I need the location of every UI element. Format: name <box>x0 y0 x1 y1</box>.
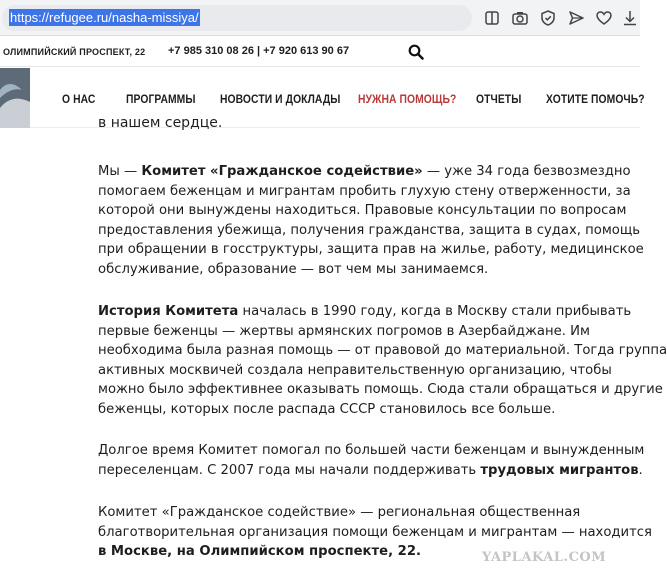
browser-toolbar <box>0 0 640 36</box>
nav-item-reports[interactable]: ОТЧЕТЫ <box>476 92 522 106</box>
site-logo[interactable] <box>0 68 30 128</box>
url-text[interactable]: https://refugee.ru/nasha-missiya/ <box>10 10 199 25</box>
nav-item-need-help[interactable]: НУЖНА ПОМОЩЬ? <box>358 92 457 106</box>
shield-check-icon[interactable] <box>538 8 558 28</box>
search-icon[interactable] <box>408 44 424 60</box>
committee-name: Комитет «Гражданское содействие» <box>141 164 423 179</box>
camera-icon[interactable] <box>510 8 530 28</box>
phone-numbers[interactable]: +7 985 310 08 26 | +7 920 613 90 67 <box>168 45 350 57</box>
main-navigation <box>0 68 645 131</box>
migrants-paragraph: Долгое время Комитет помогал по большей части беженцам и вынужденным переселенцам. С 2007 года мы начали поддерживать трудовых мигрантов. <box>98 443 645 478</box>
nav-item-news[interactable]: НОВОСТИ И ДОКЛАДЫ <box>220 92 341 106</box>
address-text: ОЛИМПИЙСКИЙ ПРОСПЕКТ, 22 <box>3 47 146 57</box>
mission-paragraph: Мы — Комитет «Гражданское содействие» — уже 34 года безвозмездно помогаем беженцам и мигрантам пробить глухую стену отверженности, за которой они вынуждены находиться. Правовые консультации по вопросам предоставления убежища, получения гражданства, защита в судах, помощь при обращении в госструктуры, защита прав на жилье, работу, медицинское обслуживание, образование — вот чем мы занимаемся. <box>98 164 644 277</box>
download-icon[interactable] <box>620 8 640 28</box>
contact-strip <box>0 37 640 67</box>
watermark: YAPLAKAL.COM <box>482 550 607 565</box>
history-paragraph: История Комитета началась в 1990 году, когда в Москву стали прибывать первые беженцы — жертвы армянских погромов в Азербайджане. Им необходима была разная помощь — от правовой до материальной. Тогда группа активных москвичей создала неправительственную организацию, чтобы можно было эффективнее оказывать помощь. Сюда стали обращаться и другие беженцы, которых после распада СССР становилось все больше. <box>98 304 667 417</box>
nav-item-want-to-help[interactable]: ХОТИТЕ ПОМОЧЬ? <box>546 92 645 106</box>
nav-item-about[interactable]: О НАС <box>62 92 96 106</box>
history-heading: История Комитета <box>98 304 239 319</box>
address-bar[interactable] <box>2 5 472 31</box>
clipped-text-line: в нашем сердце. <box>98 115 223 131</box>
location-text: в Москве, на Олимпийском проспекте, 22. <box>98 544 422 559</box>
nav-item-programs[interactable]: ПРОГРАММЫ <box>126 92 196 106</box>
organization-paragraph: Комитет «Гражданское содействие» — региональная общественная благотворительная организация помощи беженцам и мигрантам — находится в Москве, на Олимпийском проспекте, 22. <box>98 505 652 559</box>
send-icon[interactable] <box>566 8 586 28</box>
reader-icon[interactable] <box>482 8 502 28</box>
labor-migrants-text: трудовых мигрантов <box>480 462 639 478</box>
heart-icon[interactable] <box>594 8 614 28</box>
